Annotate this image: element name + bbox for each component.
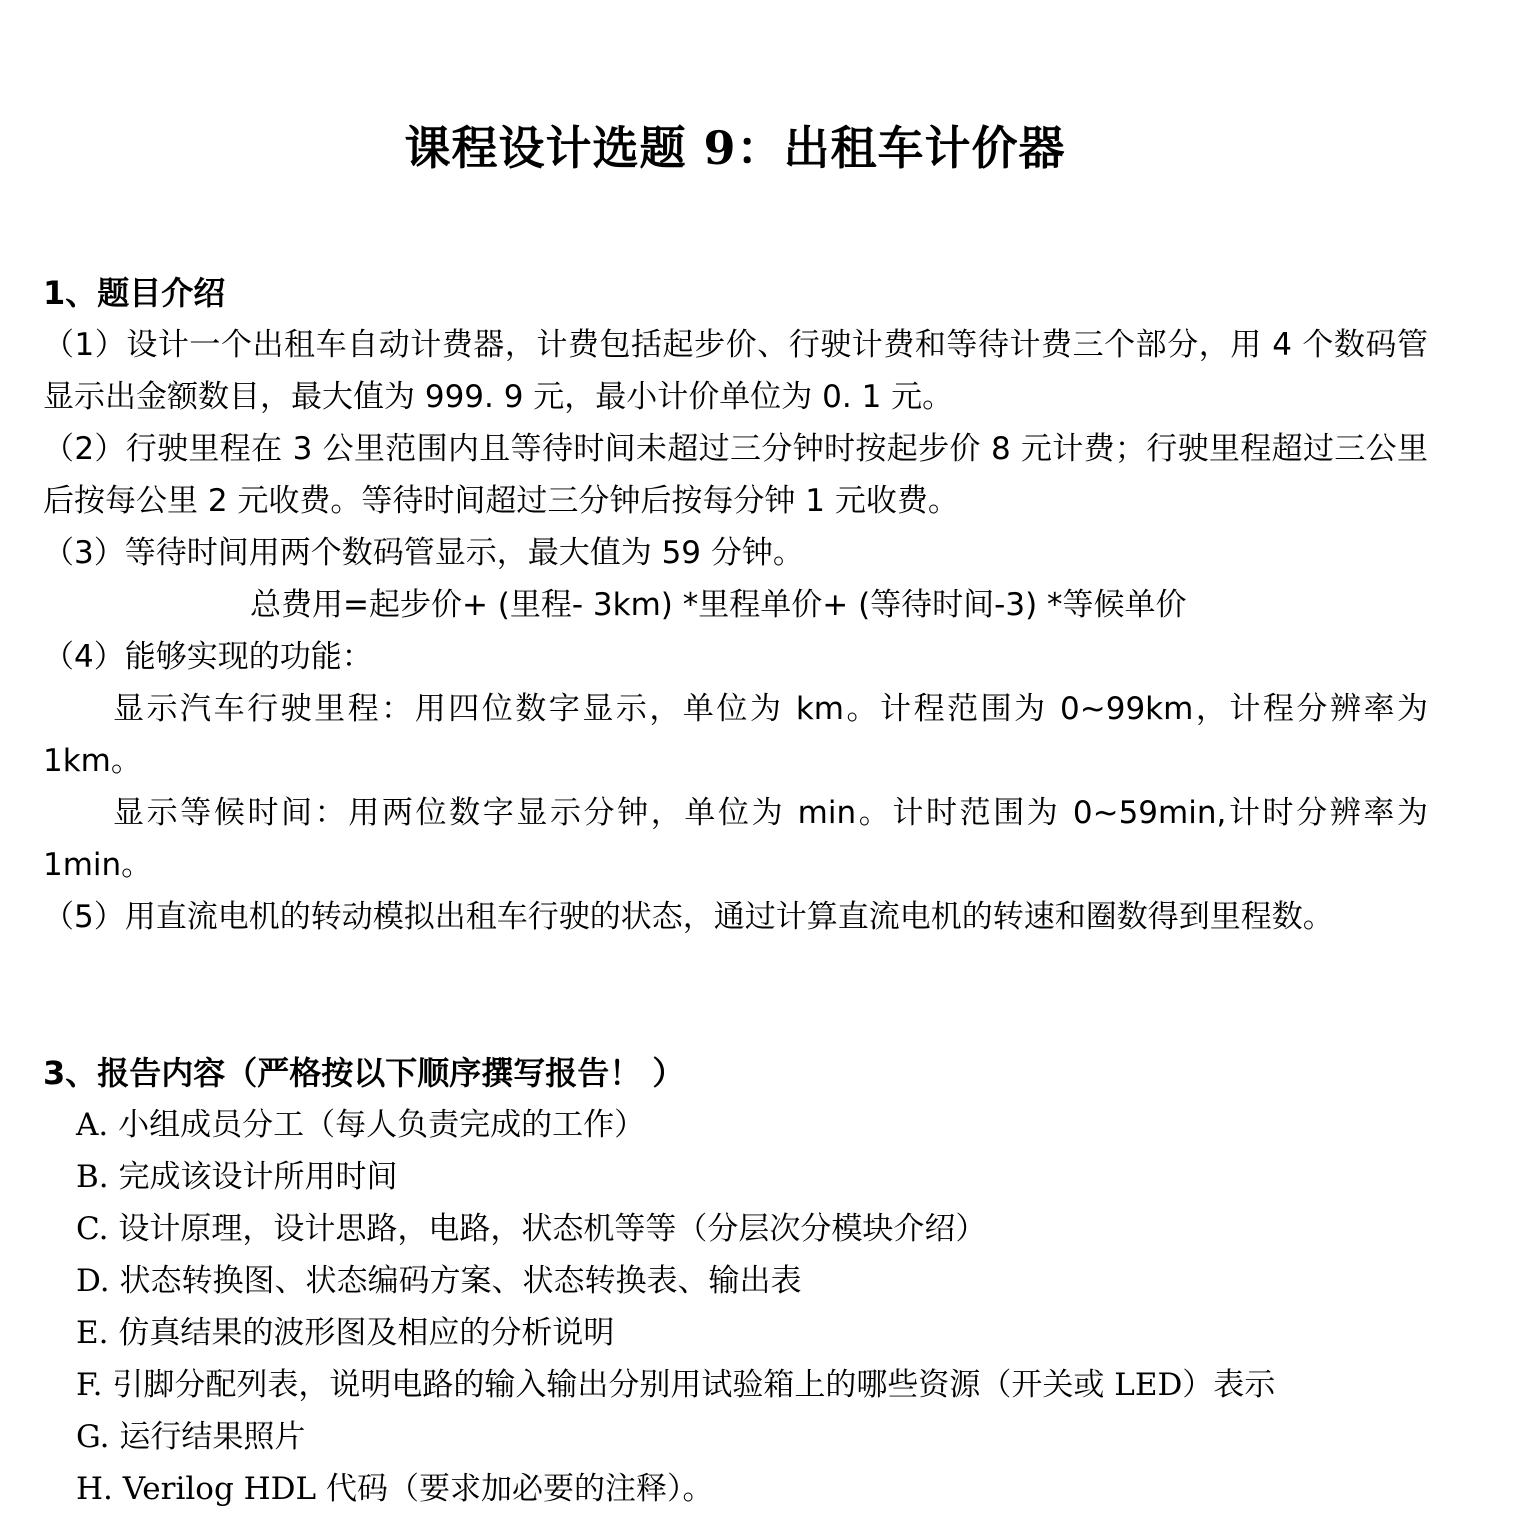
item-4-paragraph: （4）能够实现的功能：	[43, 639, 373, 675]
item-3-paragraph: （3）等待时间用两个数码管显示，最大值为 59 分钟。	[43, 535, 804, 571]
item-1-paragraph: （1）设计一个出租车自动计费器，计费包括起步价、行驶计费和等待计费三个部分，用 4 个数码管显示出金额数目，最大值为 999. 9 元，最小计价单位为 0. 1 元。	[43, 327, 1428, 415]
item-2-paragraph: （2）行驶里程在 3 公里范围内且等待时间未超过三分钟时按起步价 8 元计费；行驶里程超过三公里后按每公里 2 元收费。等待时间超过三分钟后按每分钟 1 元收费。	[43, 431, 1428, 519]
document-title: 课程设计选题 9：出租车计价器	[404, 121, 1066, 175]
report-item-f: F. 引脚分配列表，说明电路的输入输出分别用试验箱上的哪些资源（开关或 LED）表示	[76, 1367, 1276, 1403]
feature-wait-time-paragraph: 显示等候时间：用两位数字显示分钟，单位为 min。计时范围为 0~59min,计时分辨率为 1min。	[43, 795, 1428, 883]
report-item-b: B. 完成该设计所用时间	[76, 1159, 398, 1195]
item-5-paragraph: （5）用直流电机的转动模拟出租车行驶的状态，通过计算直流电机的转速和圈数得到里程数。	[43, 899, 1334, 935]
section-3-heading: 3、报告内容（严格按以下顺序撰写报告！ ）	[43, 1054, 685, 1092]
fee-formula: 总费用=起步价+ (里程- 3km) *里程单价+ (等待时间-3) *等候单价	[250, 587, 1187, 623]
section-1-heading: 1、题目介绍	[43, 274, 226, 312]
report-item-a: A. 小组成员分工（每人负责完成的工作）	[76, 1107, 646, 1143]
feature-mileage-paragraph: 显示汽车行驶里程：用四位数字显示，单位为 km。计程范围为 0~99km，计程分辨率为 1km。	[43, 691, 1428, 779]
report-item-g: G. 运行结果照片	[76, 1419, 306, 1455]
report-item-h: H. Verilog HDL 代码（要求加必要的注释）。	[76, 1471, 714, 1507]
report-item-e: E. 仿真结果的波形图及相应的分析说明	[76, 1315, 615, 1351]
report-item-d: D. 状态转换图、状态编码方案、状态转换表、输出表	[76, 1263, 802, 1299]
report-item-c: C. 设计原理，设计思路，电路，状态机等等（分层次分模块介绍）	[76, 1211, 987, 1247]
